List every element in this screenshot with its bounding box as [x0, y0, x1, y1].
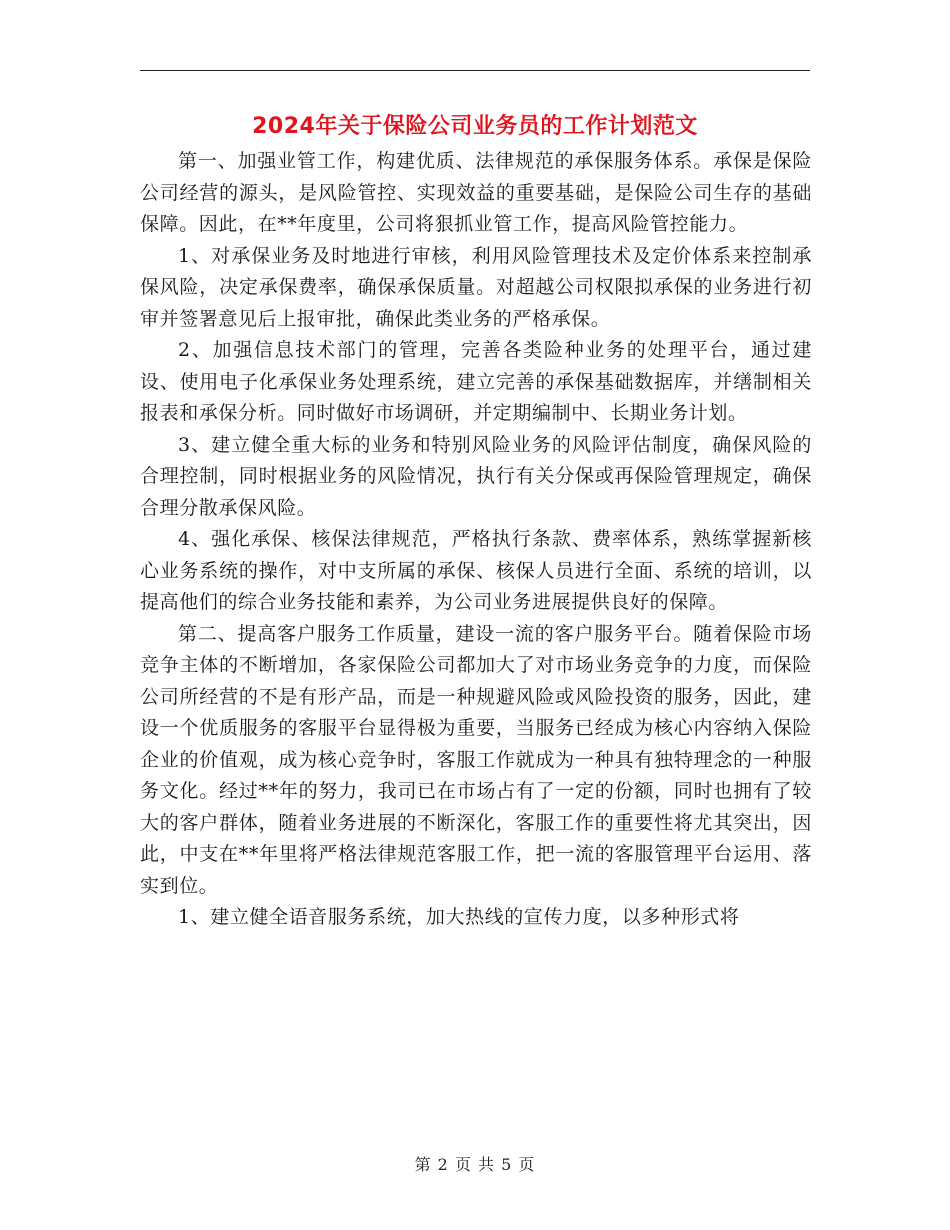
paragraph-item-4: 4、强化承保、核保法律规范，严格执行条款、费率体系，熟练掌握新核心业务系统的操作，对中支所属的承保、核保人员进行全面、系统的培训，以提高他们的综合业务技能和素养，为公司业务进展提供良好的保障。	[140, 528, 812, 613]
paragraph-item-1b: 1、建立健全语音服务系统，加大热线的宣传力度，以多种形式将	[178, 906, 740, 928]
paragraph-section-two: 第二、提高客户服务工作质量，建设一流的客户服务平台。随着保险市场竞争主体的不断增加，各家保险公司都加大了对市场业务竞争的力度，而保险公司所经营的不是有形产品，而是一种规避风险或风险投资的服务，因此，建设一个优质服务的客服平台显得极为重要，当服务已经成为核心内容纳入保险企业的价值观，成为核心竞争时，客服工作就成为一种具有独特理念的一种服务文化。经过**年的努力，我司已在市场占有了一定的份额，同时也拥有了较大的客户群体，随着业务进展的不断深化，客服工作的重要性将尤其突出，因此，中支在**年里将严格法律规范客服工作，把一流的客服管理平台运用、落实到位。	[140, 622, 812, 897]
paragraph-item-3: 3、建立健全重大标的业务和特别风险业务的风险评估制度，确保风险的合理控制，同时根据业务的风险情况，执行有关分保或再保险管理规定，确保合理分散承保风险。	[140, 433, 812, 519]
page-footer: 第 2 页 共 5 页	[414, 1155, 536, 1174]
paragraph-item-2: 2、加强信息技术部门的管理，完善各类险种业务的处理平台，通过建设、使用电子化承保业务处理系统，建立完善的承保基础数据库，并缮制相关报表和承保分析。同时做好市场调研，并定期编制中、长期业务计划。	[140, 339, 812, 424]
paragraph-item-1: 1、对承保业务及时地进行审核，利用风险管理技术及定价体系来控制承保风险，决定承保费率，确保承保质量。对超越公司权限拟承保的业务进行初审并签署意见后上报审批，确保此类业务的严格承保。	[140, 244, 812, 330]
paragraph-section-one: 第一、加强业管工作，构建优质、法律规范的承保服务体系。承保是保险公司经营的源头，是风险管控、实现效益的重要基础，是保险公司生存的基础保障。因此，在**年度里，公司将狠抓业管工作，提高风险管控能力。	[140, 150, 812, 235]
header-rule	[140, 70, 810, 71]
document-body	[140, 146, 812, 934]
document-title: 2024年关于保险公司业务员的工作计划范文	[252, 114, 698, 139]
